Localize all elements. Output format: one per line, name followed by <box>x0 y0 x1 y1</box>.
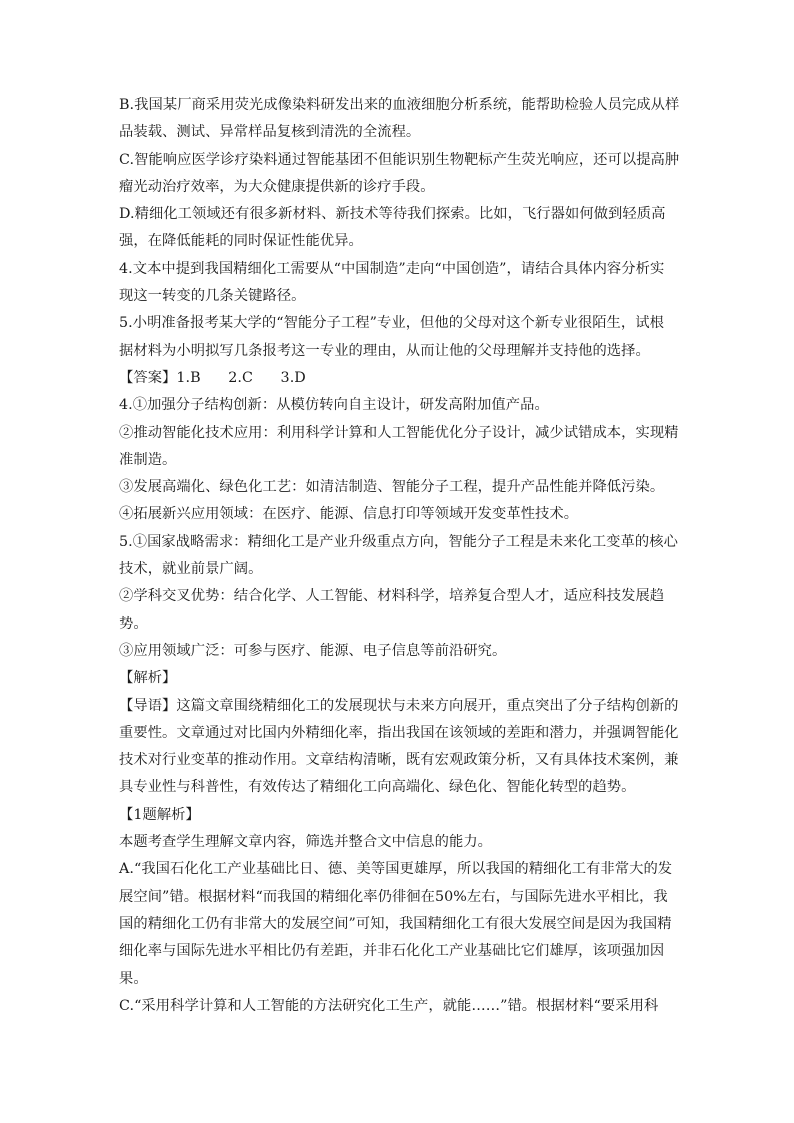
question-4-line-1: 4.文本中提到我国精细化工需要从“中国制造”走向“中国创造”，请结合具体内容分析实 <box>119 260 665 277</box>
answer-4-point-4: ④拓展新兴应用领域：在医疗、能源、信息打印等领域开发变革性技术。 <box>119 506 579 523</box>
guide-line-4: 具专业性与科普性，有效传达了精细化工向高端化、绿色化、智能化转型的趋势。 <box>119 779 636 796</box>
answer-5-point-1-line-1: 5.①国家战略需求：精细化工是产业升级重点方向，智能分子工程是未来化工变革的核心 <box>119 533 678 550</box>
answer-5-point-3: ③应用领域广泛：可参与医疗、能源、电子信息等前沿研究。 <box>119 642 507 659</box>
analysis-heading: 【解析】 <box>119 670 177 687</box>
option-c-line-2: 瘤光动治疗效率，为大众健康提供新的诊疗手段。 <box>119 178 435 195</box>
analysis-a-line-3: 国的精细化工仍有非常大的发展空间”可知，我国精细化工有很大发展空间是因为我国精 <box>119 915 672 932</box>
answer-4-point-2-line-1: ②推动智能化技术应用：利用科学计算和人工智能优化分子设计，减少试错成本，实现精 <box>119 424 679 441</box>
answer-4-point-3: ③发展高端化、绿色化工艺：如清洁制造、智能分子工程，提升产品性能并降低污染。 <box>119 479 665 496</box>
guide-line-1: 【导语】这篇文章围绕精细化工的发展现状与未来方向展开，重点突出了分子结构创新的 <box>119 697 679 714</box>
analysis-a-line-1: A.“我国石化化工产业基础比日、德、美等国更雄厚，所以我国的精细化工有非常大的发 <box>119 861 673 878</box>
option-b-line-1: B.我国某厂商采用荧光成像染料研发出来的血液细胞分析系统，能帮助检验人员完成从样 <box>119 97 680 113</box>
question-5-line-2: 据材料为小明拟写几条报考这一专业的理由，从而让他的父母理解并支持他的选择。 <box>119 342 650 359</box>
guide-line-2: 重要性。文章通过对比国内外精细化率，指出我国在该领域的差距和潜力，并强调智能化 <box>119 724 679 741</box>
analysis-c-line-1: C.“采用科学计算和人工智能的方法研究化工生产，就能……”错。根据材料“要采用科 <box>119 997 659 1014</box>
question-1-analysis-heading: 【1题解析】 <box>119 806 200 823</box>
analysis-a-line-4: 细化率与国际先进水平相比仍有差距，并非石化化工产业基础比它们雄厚，该项强加因 <box>119 943 665 960</box>
answer-5-point-2-line-2: 势。 <box>119 615 148 632</box>
question-4-line-2: 现这一转变的几条关键路径。 <box>119 288 306 305</box>
question-5-line-1: 5.小明准备报考某大学的“智能分子工程”专业，但他的父母对这个新专业很陌生，试根 <box>119 315 664 332</box>
answer-heading: 【答案】1.B 2.C 3.D <box>119 369 306 386</box>
answer-5-point-1-line-2: 技术，就业前景广阔。 <box>119 561 263 578</box>
question-1-analysis-intro: 本题考查学生理解文章内容，筛选并整合文中信息的能力。 <box>119 834 493 851</box>
answer-4-point-1: 4.①加强分子结构创新：从模仿转向自主设计，研发高附加值产品。 <box>119 397 549 414</box>
analysis-a-line-2: 展空间”错。根据材料“而我国的精细化率仍徘徊在50%左右，与国际先进水平相比，我 <box>119 888 668 905</box>
option-d-line-1: D.精细化工领域还有很多新材料、新技术等待我们探索。比如，飞行器如何做到轻质高 <box>119 206 666 223</box>
document-body <box>119 92 679 1020</box>
answer-4-point-2-line-2: 准制造。 <box>119 451 177 468</box>
answer-5-point-2-line-1: ②学科交叉优势：结合化学、人工智能、材料科学，培养复合型人才，适应科技发展趋 <box>119 588 665 605</box>
analysis-a-line-5: 果。 <box>119 970 148 987</box>
guide-line-3: 技术对行业变革的推动作用。文章结构清晰，既有宏观政策分析，又有具体技术案例，兼 <box>119 752 679 769</box>
option-d-line-2: 强，在降低能耗的同时保证性能优异。 <box>119 233 363 250</box>
option-c-line-1: C.智能响应医学诊疗染料通过智能基团不但能识别生物靶标产生荧光响应，还可以提高肿 <box>119 151 680 168</box>
option-b-line-2: 品装载、测试、异常样品复核到清洗的全流程。 <box>119 124 421 141</box>
